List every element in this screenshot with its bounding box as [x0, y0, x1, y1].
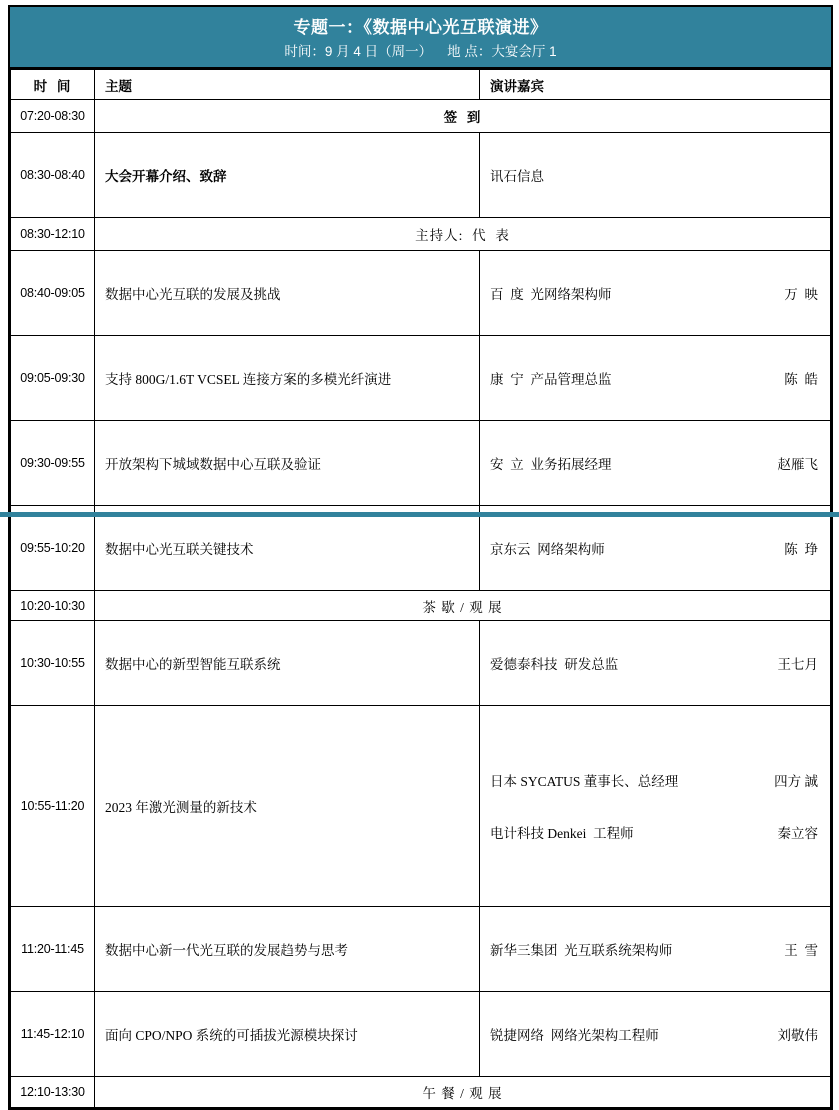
agenda-row-host	[11, 218, 831, 251]
time-cell: 10:30-10:55	[11, 621, 95, 706]
agenda-row-opening	[11, 133, 831, 218]
agenda-row-talk	[11, 907, 831, 992]
speaker-name: 万 映	[784, 287, 818, 302]
speaker-name: 刘敬伟	[777, 1028, 818, 1043]
speaker-cell	[480, 992, 831, 1077]
time-cell: 12:10-13:30	[11, 1077, 95, 1108]
time-cell: 10:20-10:30	[11, 591, 95, 621]
col-header-topic: 主题	[95, 70, 480, 100]
speaker-org: 安 立 业务拓展经理	[490, 457, 612, 472]
speaker-name: 王 雪	[784, 943, 818, 958]
agenda-row-talk	[11, 506, 831, 591]
speaker-name	[771, 738, 818, 874]
topic-cell: 数据中心光互联关键技术	[95, 506, 480, 591]
time-cell: 08:30-12:10	[11, 218, 95, 251]
time-cell: 11:45-12:10	[11, 992, 95, 1077]
table-header-row	[11, 70, 831, 100]
agenda-row-talk	[11, 421, 831, 506]
agenda-row-lunch	[11, 1077, 831, 1108]
break-label: 签 到	[95, 100, 831, 133]
schedule-sheet	[8, 5, 833, 1110]
time-cell: 10:55-11:20	[11, 706, 95, 907]
topic-cell: 面向 CPO/NPO 系统的可插拔光源模块探讨	[95, 992, 480, 1077]
time-cell: 11:20-11:45	[11, 907, 95, 992]
agenda-row-break	[11, 591, 831, 621]
topic-cell: 数据中心新一代光互联的发展趋势与思考	[95, 907, 480, 992]
topic-cell: 数据中心光互联的发展及挑战	[95, 251, 480, 336]
speaker-cell	[480, 907, 831, 992]
speaker-org	[490, 738, 678, 874]
time-cell: 07:20-08:30	[11, 100, 95, 133]
speaker-cell	[480, 621, 831, 706]
time-cell: 09:55-10:20	[11, 506, 95, 591]
speaker-name: 陈 皓	[784, 372, 818, 387]
speaker-cell	[480, 336, 831, 421]
speaker-org: 爱德泰科技 研发总监	[490, 657, 619, 672]
speaker-name: 陈 琤	[784, 542, 818, 557]
speaker-org: 京东云 网络架构师	[490, 542, 605, 557]
speaker-org-line2: 电计科技 Denkei 工程师	[490, 826, 634, 841]
agenda-row-talk	[11, 336, 831, 421]
agenda-row-talk	[11, 706, 831, 907]
speaker-org: 康 宁 产品管理总监	[490, 372, 612, 387]
speaker-org: 锐捷网络 网络光架构工程师	[490, 1028, 659, 1043]
time-cell: 09:05-09:30	[11, 336, 95, 421]
speaker-cell	[480, 706, 831, 907]
bottom-accent-bar	[0, 512, 839, 517]
speaker-cell	[480, 506, 831, 591]
topic-cell: 2023 年激光测量的新技术	[95, 706, 480, 907]
topic-cell: 支持 800G/1.6T VCSEL 连接方案的多模光纤演进	[95, 336, 480, 421]
speaker-name-line1: 四方 誠	[774, 774, 818, 789]
break-label: 茶 歇 / 观 展	[95, 591, 831, 621]
session-banner	[10, 7, 831, 69]
agenda-table	[10, 69, 831, 1108]
session-title: 专题一：《数据中心光互联演进》	[293, 18, 548, 37]
time-cell: 08:30-08:40	[11, 133, 95, 218]
topic-cell: 数据中心的新型智能互联系统	[95, 621, 480, 706]
speaker-org: 讯石信息	[490, 169, 544, 184]
time-cell: 08:40-09:05	[11, 251, 95, 336]
speaker-cell	[480, 251, 831, 336]
agenda-row-talk	[11, 992, 831, 1077]
speaker-cell	[480, 133, 831, 218]
speaker-name: 赵雁飞	[777, 457, 818, 472]
speaker-name: 王七月	[777, 657, 818, 672]
agenda-row-signin	[11, 100, 831, 133]
agenda-row-talk	[11, 251, 831, 336]
col-header-speaker: 演讲嘉宾	[480, 70, 831, 100]
col-header-time: 时 间	[11, 70, 95, 100]
session-datetime-location: 时间：9 月 4 日（周一） 地 点：大宴会厅 1	[284, 44, 557, 59]
topic-cell: 开放架构下城域数据中心互联及验证	[95, 421, 480, 506]
host-label: 主持人: 代 表	[95, 218, 831, 251]
agenda-row-talk	[11, 621, 831, 706]
topic-cell: 大会开幕介绍、致辞	[95, 133, 480, 218]
speaker-org-line1: 日本 SYCATUS 董事长、总经理	[490, 774, 679, 789]
speaker-cell	[480, 421, 831, 506]
break-label: 午 餐 / 观 展	[95, 1077, 831, 1108]
time-cell: 09:30-09:55	[11, 421, 95, 506]
speaker-org: 新华三集团 光互联系统架构师	[490, 943, 673, 958]
speaker-org: 百 度 光网络架构师	[490, 287, 612, 302]
speaker-name-line2: 秦立容	[777, 826, 818, 841]
